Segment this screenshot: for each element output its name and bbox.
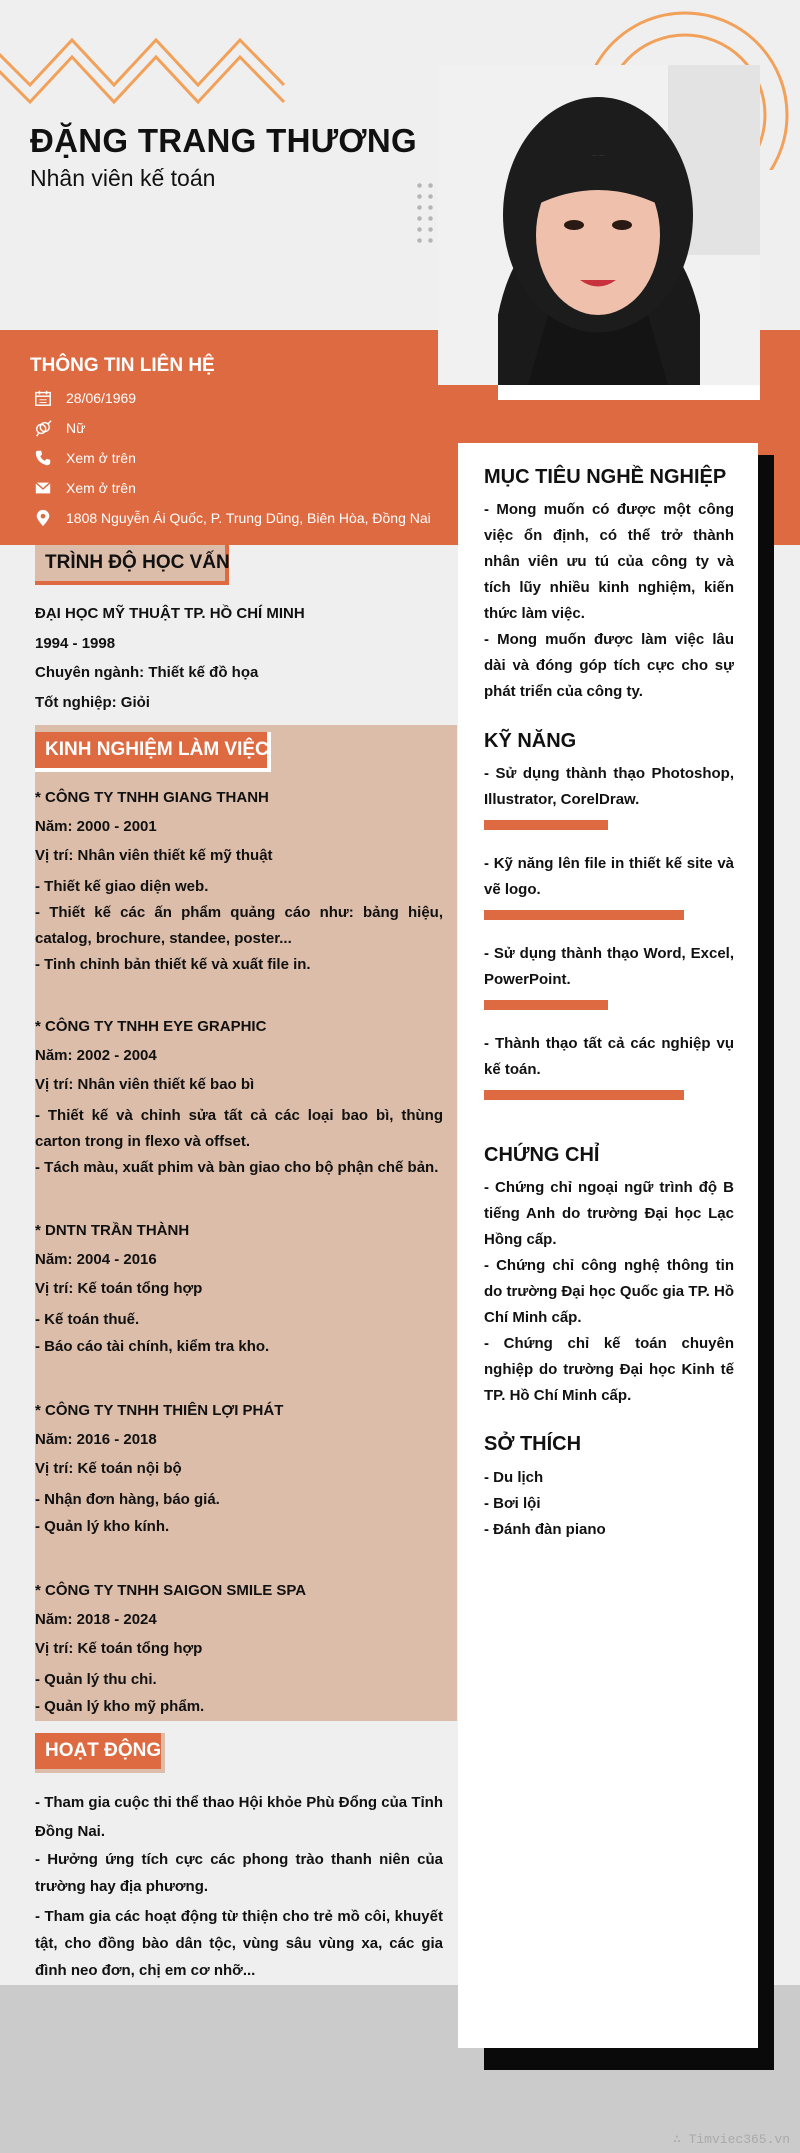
hobbies-heading: SỞ THÍCH xyxy=(484,1433,582,1455)
job-duty: - Thiết kế các ấn phẩm quảng cáo như: bảng hiệu, catalog, brochure, standee, poster... xyxy=(35,904,443,947)
skills-heading: KỸ NĂNG xyxy=(484,730,577,752)
job-duty: - Nhận đơn hàng, báo giá. xyxy=(35,1491,220,1508)
contact-email-row xyxy=(34,479,136,497)
objective-item: - Mong muốn được làm việc lâu dài và đóng góp tích cực cho sự phát triển của công ty. xyxy=(484,631,734,700)
objective-heading: MỤC TIÊU NGHỀ NGHIỆP xyxy=(484,466,727,488)
activity-item: - Tham gia các hoạt động từ thiện cho trẻ mồ côi, khuyết tật, cho đồng bào dân tộc, vùng sâu vùng xa, các gia đình neo đơn, chị em cơ nhỡ... xyxy=(35,1908,443,1979)
job-duty: - Quản lý kho kính. xyxy=(35,1518,170,1535)
job-duty: - Quản lý thu chi. xyxy=(35,1671,157,1688)
job-position: Vị trí: Nhân viên thiết kế mỹ thuật xyxy=(35,847,273,864)
certificate-item: - Chứng chỉ kế toán chuyên nghiệp do trường Đại học Kinh tế TP. Hồ Chí Minh cấp. xyxy=(484,1335,734,1404)
job-duty: - Báo cáo tài chính, kiểm tra kho. xyxy=(35,1338,270,1355)
location-pin-icon xyxy=(34,509,52,527)
contact-title: THÔNG TIN LIÊN HỆ xyxy=(30,355,215,376)
birthday: 28/06/1969 xyxy=(66,390,137,406)
skill-label: - Sử dụng thành thạo Word, Excel, PowerPoint. xyxy=(484,945,734,988)
job-position: Vị trí: Nhân viên thiết kế bao bì xyxy=(35,1076,255,1093)
contact-address-row xyxy=(34,509,431,527)
contact-birthday-row xyxy=(34,389,136,407)
profile-photo xyxy=(438,65,760,385)
activity-item: - Tham gia cuộc thi thể thao Hội khỏe Phù Đổng của Tỉnh Đồng Nai. xyxy=(35,1794,443,1840)
contact-gender-row xyxy=(34,419,85,437)
skill-bar xyxy=(484,820,608,830)
job-position: Vị trí: Kế toán tổng hợp xyxy=(35,1280,203,1297)
job-duty: - Quản lý kho mỹ phẩm. xyxy=(35,1698,205,1715)
education-heading: TRÌNH ĐỘ HỌC VẤN xyxy=(35,545,229,585)
hobby-item: - Bơi lội xyxy=(484,1495,541,1512)
contact-phone-row xyxy=(34,449,136,467)
education-years: 1994 - 1998 xyxy=(35,635,116,652)
activity-item: - Hưởng ứng tích cực các phong trào thanh niên của trường hay địa phương. xyxy=(35,1851,443,1895)
calendar-icon xyxy=(34,389,52,407)
certificate-item: - Chứng chỉ công nghệ thông tin do trường Đại học Quốc gia TP. Hồ Chí Minh cấp. xyxy=(484,1257,734,1326)
job-years: Năm: 2016 - 2018 xyxy=(35,1431,157,1448)
dots-decoration xyxy=(414,180,436,246)
address: 1808 Nguyễn Ái Quốc, P. Trung Dũng, Biên Hòa, Đồng Nai xyxy=(66,510,431,526)
job-company: * CÔNG TY TNHH SAIGON SMILE SPA xyxy=(35,1582,307,1599)
skill-label: - Thành thạo tất cả các nghiệp vụ kế toán. xyxy=(484,1035,734,1078)
certificate-item: - Chứng chỉ ngoại ngữ trình độ B tiếng Anh do trường Đại học Lạc Hồng cấp. xyxy=(484,1179,734,1248)
certificates-heading: CHỨNG CHỈ xyxy=(484,1144,600,1166)
job-title: Nhân viên kế toán xyxy=(30,165,216,191)
objective-item: - Mong muốn có được một công việc ổn định, có thể trở thành nhân viên ưu tú của công ty và tích lũy nhiều kinh nghiệm, kiến thức làm việc. xyxy=(484,501,734,622)
gender-icon xyxy=(34,419,52,437)
job-duty: - Tách màu, xuất phim và bàn giao cho bộ phận chế bản. xyxy=(35,1159,439,1176)
email: Xem ở trên xyxy=(66,480,136,496)
job-years: Năm: 2004 - 2016 xyxy=(35,1251,157,1268)
skill-label: - Kỹ năng lên file in thiết kế site và vẽ logo. xyxy=(484,855,734,898)
phone-icon xyxy=(34,449,52,467)
hobby-item: - Đánh đàn piano xyxy=(484,1521,606,1538)
job-duty: - Tinh chỉnh bản thiết kế và xuất file in. xyxy=(35,956,311,973)
skill-bar xyxy=(484,910,684,920)
education-school: ĐẠI HỌC MỸ THUẬT TP. HỒ CHÍ MINH xyxy=(35,605,305,622)
hobby-item: - Du lịch xyxy=(484,1469,544,1486)
job-position: Vị trí: Kế toán nội bộ xyxy=(35,1460,182,1477)
gender: Nữ xyxy=(66,420,86,436)
job-company: * DNTN TRẦN THÀNH xyxy=(35,1222,190,1239)
job-company: * CÔNG TY TNHH EYE GRAPHIC xyxy=(35,1018,267,1035)
skill-bar xyxy=(484,1090,684,1100)
email-icon xyxy=(34,479,52,497)
job-years: Năm: 2018 - 2024 xyxy=(35,1611,157,1628)
job-company: * CÔNG TY TNHH GIANG THANH xyxy=(35,789,269,806)
watermark: ∴ Timviec365.vn xyxy=(672,2132,790,2147)
skill-bar xyxy=(484,1000,608,1010)
education-major: Chuyên ngành: Thiết kế đồ họa xyxy=(35,664,259,681)
job-duty: - Kế toán thuế. xyxy=(35,1311,140,1328)
skill-label: - Sử dụng thành thạo Photoshop, Illustrator, CorelDraw. xyxy=(484,765,734,808)
activities-heading: HOẠT ĐỘNG xyxy=(35,1733,165,1773)
job-position: Vị trí: Kế toán tổng hợp xyxy=(35,1640,203,1657)
job-duty: - Thiết kế giao diện web. xyxy=(35,878,209,895)
education-grade: Tốt nghiệp: Giỏi xyxy=(35,694,150,711)
phone: Xem ở trên xyxy=(66,450,136,466)
job-duty: - Thiết kế và chỉnh sửa tất cả các loại bao bì, thùng carton trong in flexo và offset. xyxy=(35,1107,443,1150)
job-years: Năm: 2002 - 2004 xyxy=(35,1047,157,1064)
experience-heading: KINH NGHIỆM LÀM VIỆC xyxy=(35,732,271,772)
job-company: * CÔNG TY TNHH THIÊN LỢI PHÁT xyxy=(35,1402,284,1419)
job-years: Năm: 2000 - 2001 xyxy=(35,818,157,835)
candidate-name: ĐẶNG TRANG THƯƠNG xyxy=(30,122,417,159)
